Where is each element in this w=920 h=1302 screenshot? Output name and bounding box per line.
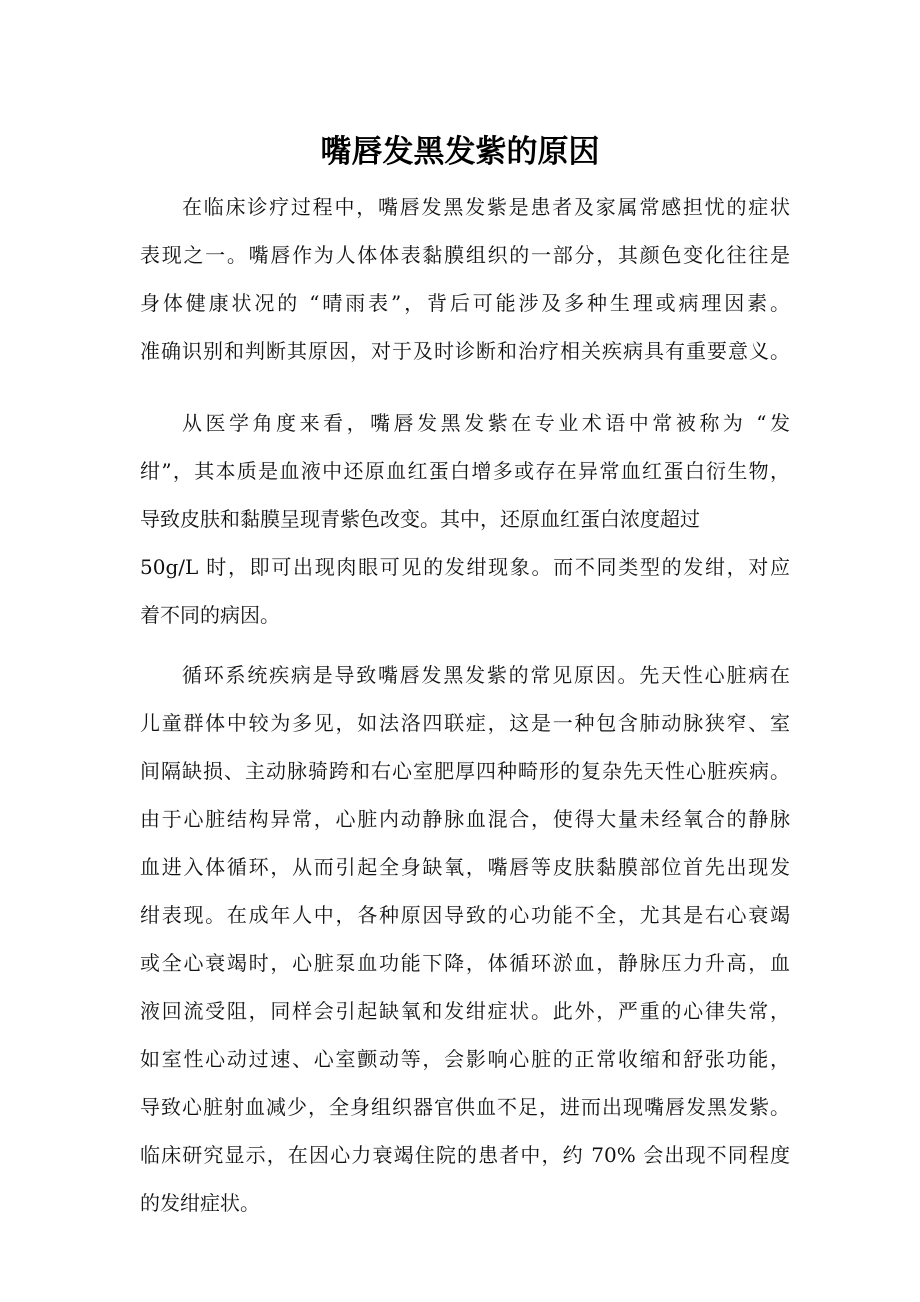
paragraph-3-line-1: 循环系统疾病是导致嘴唇发黑发紫的常见原因。先天性心脏病在 [182,663,790,687]
paragraph-1-line-2: 表现之一。嘴唇作为人体体表黏膜组织的一部分，其颜色变化往往是 [140,243,790,267]
paragraph-3-line-6: 绀表现。在成年人中，各种原因导致的心功能不全，尤其是右心衰竭 [140,903,790,927]
paragraph-1-line-1: 在临床诊疗过程中，嘴唇发黑发紫是患者及家属常感担忧的症状 [182,195,790,219]
paragraph-3-line-8: 液回流受阻，同样会引起缺氧和发绀症状。此外，严重的心律失常， [140,999,790,1023]
paragraph-2-line-2: 绀”，其本质是血液中还原血红蛋白增多或存在异常血红蛋白衍生物， [140,459,790,483]
paragraph-3-line-12: 的发绀症状。 [140,1191,260,1215]
paragraph-3-line-10: 导致心脏射血减少，全身组织器官供血不足，进而出现嘴唇发黑发紫。 [140,1095,790,1119]
paragraph-3-line-5: 血进入体循环，从而引起全身缺氧，嘴唇等皮肤黏膜部位首先出现发 [140,855,790,879]
paragraph-3-line-4: 由于心脏结构异常，心脏内动静脉血混合，使得大量未经氧合的静脉 [140,807,790,831]
paragraph-3-line-11: 临床研究显示，在因心力衰竭住院的患者中，约 70% 会出现不同程度 [140,1143,790,1167]
paragraph-3-line-2: 儿童群体中较为多见，如法洛四联症，这是一种包含肺动脉狭窄、室 [140,711,790,735]
document-title: 嘴唇发黑发紫的原因 [320,134,600,170]
paragraph-2-line-4: 50g/L 时，即可出现肉眼可见的发绀现象。而不同类型的发绀，对应 [140,555,790,579]
paragraph-1-line-4: 准确识别和判断其原因，对于及时诊断和治疗相关疾病具有重要意义。 [140,339,790,363]
paragraph-2-line-1: 从医学角度来看，嘴唇发黑发紫在专业术语中常被称为 “发 [182,411,790,435]
paragraph-1-line-3: 身体健康状况的 “晴雨表”，背后可能涉及多种生理或病理因素。 [140,291,790,315]
paragraph-3-line-9: 如室性心动过速、心室颤动等，会影响心脏的正常收缩和舒张功能， [140,1047,790,1071]
paragraph-2-line-3: 导致皮肤和黏膜呈现青紫色改变。其中，还原血红蛋白浓度超过 [140,507,700,531]
paragraph-3-line-3: 间隔缺损、主动脉骑跨和右心室肥厚四种畸形的复杂先天性心脏疾病。 [140,759,790,783]
paragraph-3-line-7: 或全心衰竭时，心脏泵血功能下降，体循环淤血，静脉压力升高，血 [140,951,790,975]
paragraph-2-line-5: 着不同的病因。 [140,603,280,627]
